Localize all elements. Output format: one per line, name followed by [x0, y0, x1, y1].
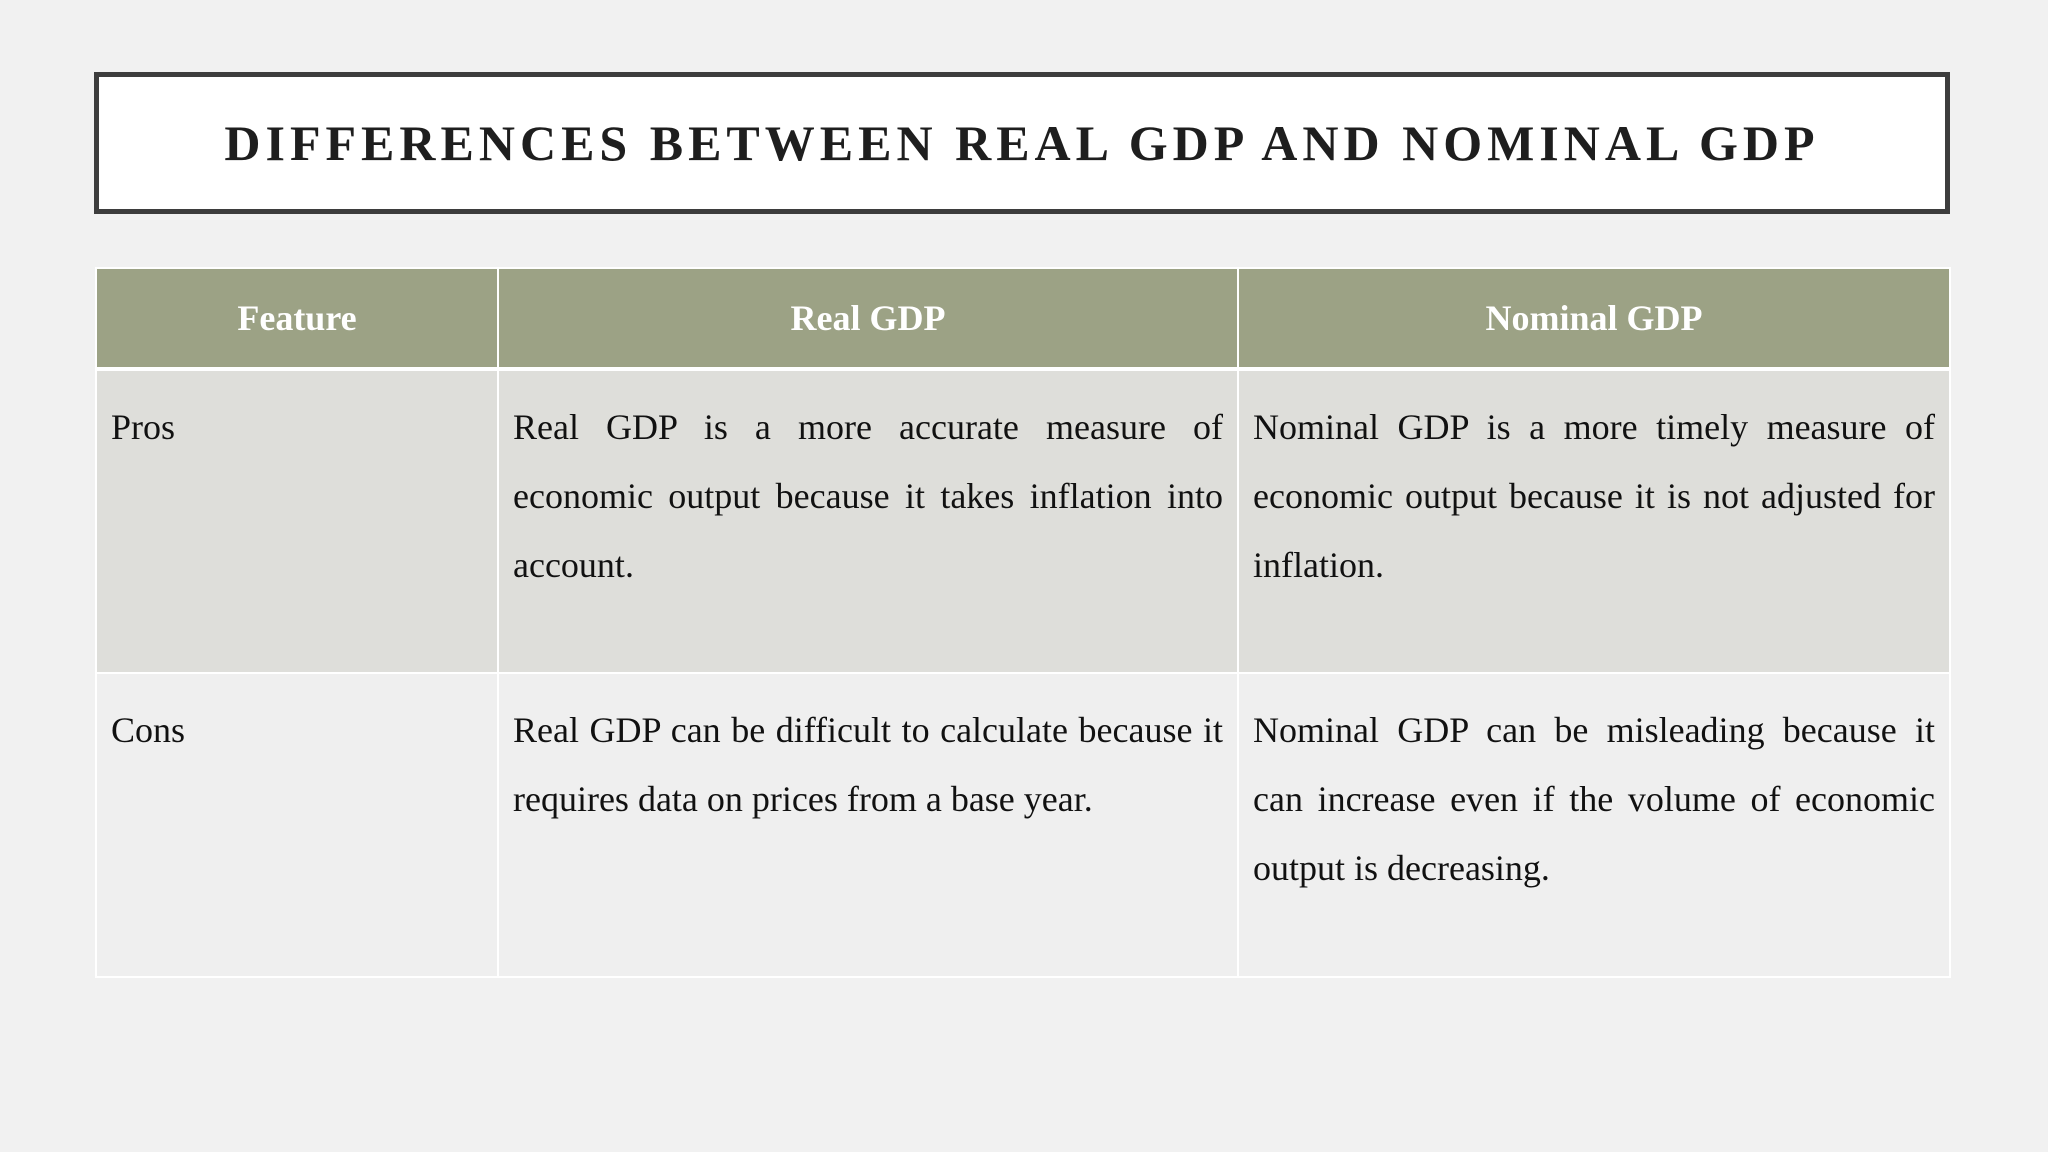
comparison-table [95, 267, 1951, 978]
cell-feature: Pros [96, 369, 498, 673]
header-feature: Feature [96, 268, 498, 369]
title-box [94, 72, 1950, 214]
header-nominal-gdp: Nominal GDP [1238, 268, 1950, 369]
cell-real-gdp: Real GDP is a more accurate measure of economic output because it takes inflation into account. [498, 369, 1238, 673]
cell-feature: Cons [96, 673, 498, 977]
table-header-row [96, 268, 1950, 369]
cell-nominal-gdp: Nominal GDP can be misleading because it can increase even if the volume of economic output is decreasing. [1238, 673, 1950, 977]
cell-nominal-gdp: Nominal GDP is a more timely measure of economic output because it is not adjusted for inflation. [1238, 369, 1950, 673]
header-real-gdp: Real GDP [498, 268, 1238, 369]
table-row-cons [96, 673, 1950, 977]
slide-title: DIFFERENCES BETWEEN REAL GDP AND NOMINAL GDP [224, 115, 1820, 171]
table-row-pros [96, 369, 1950, 673]
cell-real-gdp: Real GDP can be difficult to calculate because it requires data on prices from a base year. [498, 673, 1238, 977]
